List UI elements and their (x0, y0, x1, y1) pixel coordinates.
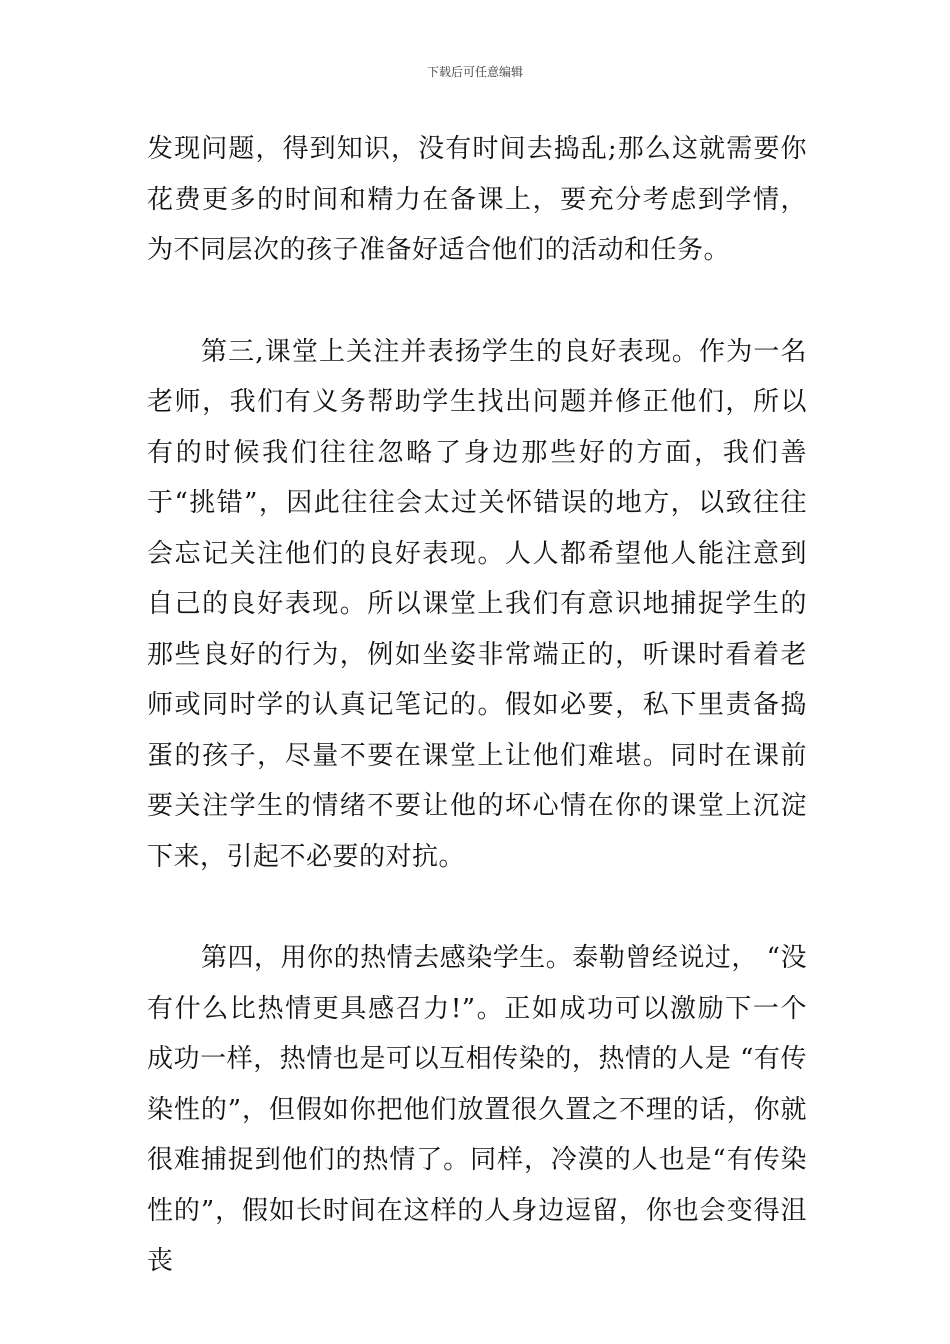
paragraph-gap (147, 276, 807, 327)
paragraph-continuation: 发现问题，得到知识，没有时间去捣乱;那么这就需要你花费更多的时间和精力在备课上，要充分考虑到学情，为不同层次的孩子准备好适合他们的活动和任务。 (147, 134, 807, 265)
paragraph-gap (147, 882, 807, 933)
paragraph-third-point: 第三,课堂上关注并表扬学生的良好表现。作为一名老师，我们有义务帮助学生找出问题并修正他们，所以有的时候我们往往忽略了身边那些好的方面，我们善于“挑错”，因此往往会太过关怀错误的地方，以致往往会忘记关注他们的良好表现。人人都希望他人能注意到自己的良好表现。所以课堂上我们有意识地捕捉学生的那些良好的行为，例如坐姿非常端正的，听课时看着老师或同时学的认真记笔记的。假如必要，私下里责备捣蛋的孩子，尽量不要在课堂上让他们难堪。同时在课前要关注学生的情绪不要让他的坏心情在你的课堂上沉淀下来，引起不必要的对抗。 (147, 336, 807, 872)
page-header: 下载后可任意编辑 (426, 65, 523, 79)
paragraph-fourth-point: 第四，用你的热情去感染学生。泰勒曾经说过， “没有什么比热情更具感召力!”。正如成功可以激励下一个成功一样，热情也是可以互相传染的，热情的人是 “有传染性的”，但假如你把他们放置很久置之不理的话，你就很难捕捉到他们的热情了。同样，冷漠的人也是“有传染性的”，假如长时间在这样的人身边逗留，你也会变得沮丧 (147, 943, 807, 1276)
document-body (147, 124, 807, 1287)
